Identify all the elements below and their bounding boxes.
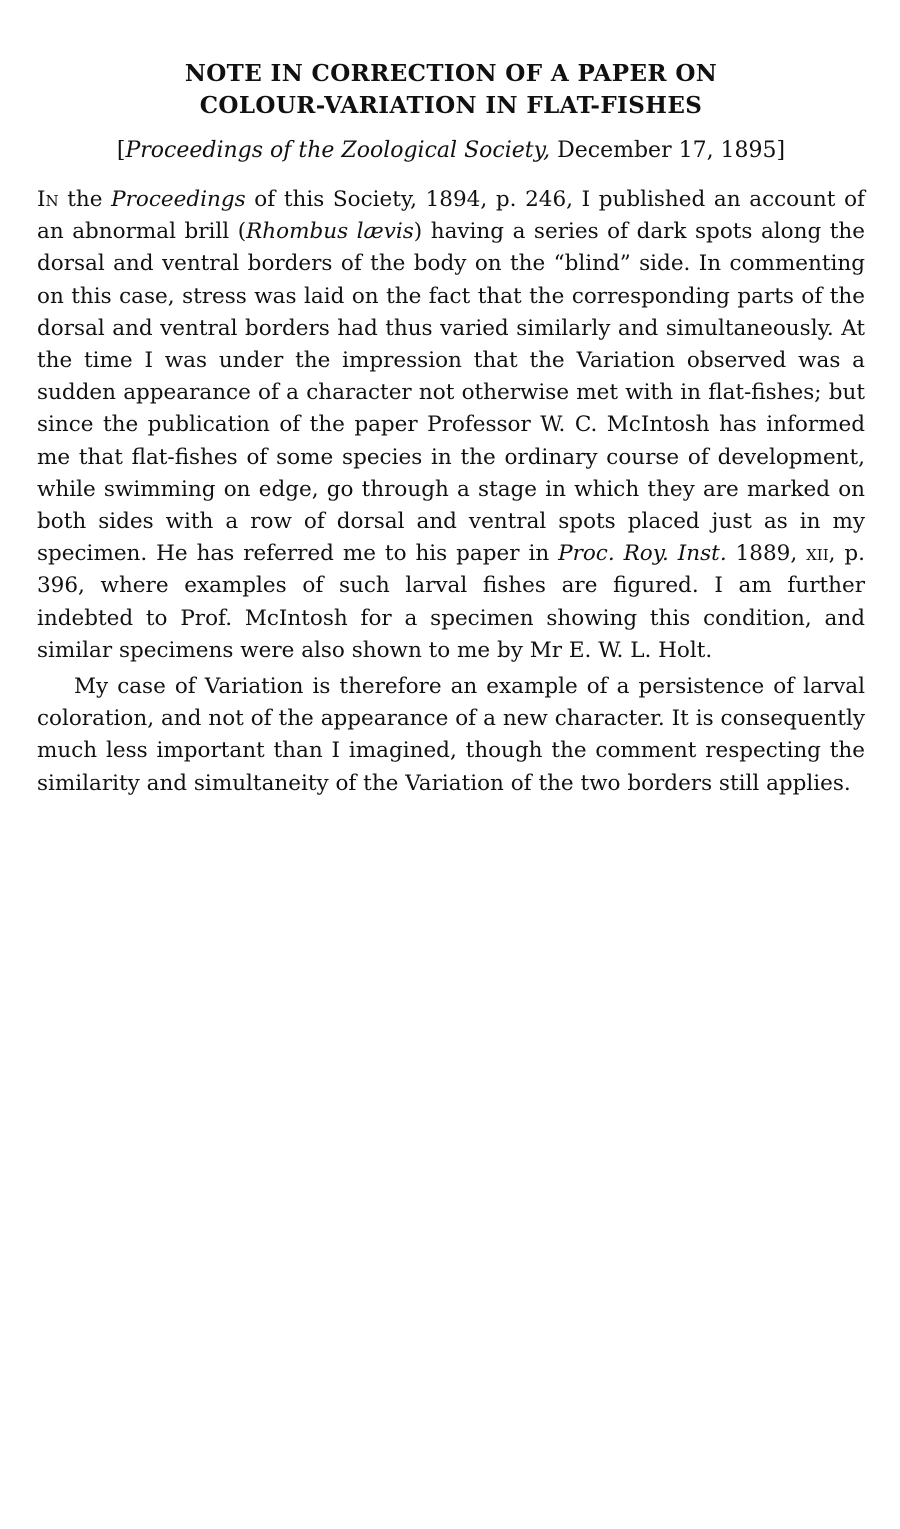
- paragraph-2: My case of Variation is therefore an example of a persistence of larval coloration, and not of the appearance of a new character. It is consequently much less important than I imagined, though the comment respecting the similarity and simultaneity of the Variation of the two borders still applies.: [37, 674, 865, 796]
- source-citation: [37, 136, 865, 166]
- title-line-1: NOTE IN CORRECTION OF A PAPER ON: [184, 60, 718, 87]
- volume-roman-numeral: xii: [806, 541, 829, 567]
- paragraph-1-text-a: the: [58, 187, 112, 212]
- document-page: [37, 58, 865, 800]
- paragraph-1-text-c: ) having a series of dark spots along the dorsal and ventral borders of the body on the “blind” side. In commenting on this case, stress was laid on the fact that the corresponding parts of the dorsal and ventral borders had thus varied similarly and simultaneously. At the time I was under the impression that the Variation observed was a sudden appearance of a character not otherwise met with in flat-fishes; but since the publication of the paper Professor W. C. McIntosh has informed me that flat-fishes of some species in the ordinary course of development, while swimming on edge, go through a stage in which they are marked on both sides with a row of dorsal and ventral spots placed just as in my specimen. He has referred me to his paper in: [37, 219, 865, 567]
- citation-date: December 17, 1895]: [550, 138, 786, 163]
- paper-title: [37, 58, 865, 122]
- article-body: [37, 184, 865, 800]
- paragraph-1: [37, 184, 865, 667]
- species-name: Rhombus lævis: [246, 219, 414, 245]
- paragraph-1-text-d: 1889,: [726, 541, 807, 567]
- citation-journal: Proceedings of the Zoological Society,: [125, 138, 551, 163]
- paragraph-opening-word: In: [37, 187, 59, 212]
- title-line-2: COLOUR-VARIATION IN FLAT-FISHES: [199, 92, 703, 119]
- paragraph-1-italic-journal: Proc. Roy. Inst.: [558, 541, 727, 567]
- paragraph-1-text-b: of this Society, 1894, p. 246, I published an account of an abnormal brill (: [37, 187, 865, 245]
- citation-open-bracket: [: [116, 138, 126, 163]
- paragraph-1-text-e: , p. 396, where examples of such larval fishes are figured. I am further indebted to Prof. McIntosh for a specimen showing this condition, and similar specimens were also shown to me by Mr E. W. L. Holt.: [37, 541, 866, 663]
- paragraph-1-italic-proceedings: Proceedings: [111, 187, 246, 212]
